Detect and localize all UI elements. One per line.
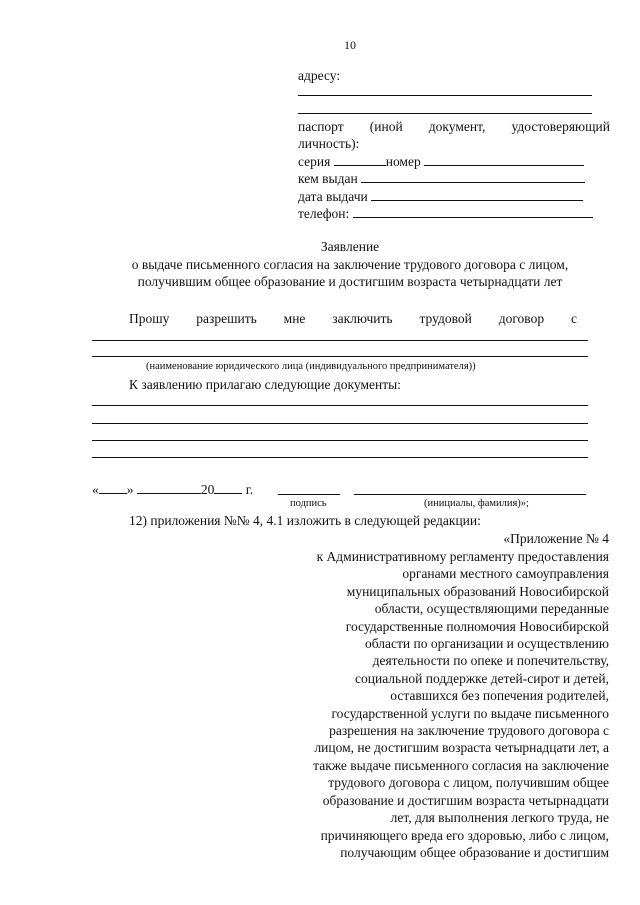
entity-line-2[interactable] — [92, 356, 588, 357]
appendix-line: разрешения на заключение трудового договора с — [329, 723, 609, 739]
open-quote: « — [92, 482, 99, 497]
request-word: заключить — [332, 311, 393, 326]
passport-word: документ, — [428, 119, 486, 134]
entity-line-1[interactable] — [92, 340, 588, 341]
appendix-line: деятельности по опеке и попечительству, — [372, 653, 609, 669]
signature-field[interactable] — [278, 494, 340, 495]
appendix-line: органами местного самоуправления — [402, 566, 609, 582]
appendix-line: государственные полномочия Новосибирской — [345, 618, 609, 634]
number-field[interactable] — [424, 153, 584, 166]
documents-line-4[interactable] — [92, 457, 588, 458]
appendix-title: «Приложение № 4 — [503, 531, 609, 546]
address-label: адресу: — [298, 68, 341, 83]
appendix-line: государственной услуги по выдаче письменного — [331, 705, 609, 721]
appendix-line: лет, для выполнения легкого труда, не — [390, 810, 609, 826]
request-row — [129, 310, 577, 328]
series-row — [298, 153, 584, 171]
appendix-line: социальной поддержке детей-сирот и детей, — [355, 670, 609, 686]
address-line-2 — [298, 113, 592, 114]
series-field[interactable] — [334, 153, 386, 166]
request-word: договор — [498, 311, 545, 326]
issue-date-row — [298, 188, 583, 206]
passport-label-line2: личность): — [298, 136, 360, 151]
series-label: серия — [298, 154, 331, 169]
passport-word: удостоверяющий — [511, 119, 610, 134]
passport-word: паспорт — [298, 119, 344, 134]
appendix-line: также выдаче письменного согласия на заключение — [313, 757, 609, 773]
phone-row — [298, 205, 593, 223]
issued-by-field[interactable] — [361, 170, 585, 183]
documents-line-2[interactable] — [92, 423, 588, 424]
year-prefix: 20 — [200, 482, 215, 497]
name-field[interactable] — [354, 494, 586, 495]
issued-by-label: кем выдан — [298, 171, 358, 186]
phone-field[interactable] — [353, 205, 593, 218]
address-line-1 — [298, 95, 592, 96]
documents-line-3[interactable] — [92, 440, 588, 441]
statement-subtitle-line2: получившим общее образование и достигшим возраста четырнадцати лет — [137, 274, 563, 289]
statement-subtitle-line1: о выдаче письменного согласия на заключение трудового договора с лицом, — [131, 257, 569, 272]
date-row — [92, 481, 253, 499]
passport-word: (иной — [369, 119, 403, 134]
phone-label: телефон: — [298, 206, 350, 221]
item-12: 12) приложения №№ 4, 4.1 изложить в следующей редакции: — [129, 513, 481, 528]
appendix-line: к Административному регламенту предоставления — [316, 549, 609, 564]
year-suffix: г. — [245, 482, 254, 497]
request-word: мне — [283, 311, 306, 326]
name-caption: (инициалы, фамилия)»; — [424, 498, 529, 509]
appendix-line: лицом, не достигшим возраста четырнадцати лет, а — [314, 740, 609, 756]
request-word: разрешить — [196, 311, 257, 326]
request-word: с — [570, 311, 577, 326]
day-field[interactable] — [99, 481, 127, 494]
year-field[interactable] — [214, 481, 242, 494]
appendix-line: получающим общее образование и достигшим — [340, 844, 609, 860]
passport-label-line1 — [298, 118, 610, 136]
appendix-line: оставшихся без попечения родителей, — [390, 688, 609, 704]
attach-text: К заявлению прилагаю следующие документы: — [129, 377, 401, 392]
request-word: трудовой — [419, 311, 472, 326]
issue-date-field[interactable] — [371, 188, 583, 201]
issued-by-row — [298, 170, 585, 188]
issue-date-label: дата выдачи — [298, 189, 368, 204]
statement-title: Заявление — [320, 239, 380, 254]
number-label: номер — [385, 154, 421, 169]
appendix-line: причиняющего вреда его здоровью, либо с лицом, — [320, 827, 609, 843]
close-quote: » — [126, 482, 134, 497]
appendix-text — [249, 548, 609, 861]
page-number: 10 — [344, 38, 356, 52]
entity-caption: (наименование юридического лица (индивидуального предпринимателя)) — [146, 361, 476, 372]
appendix-line: области, осуществляющими переданные — [374, 601, 609, 617]
appendix-line: трудового договора с лицом, получившим общее — [328, 775, 609, 791]
documents-line-1[interactable] — [92, 405, 588, 406]
month-field[interactable] — [137, 481, 201, 494]
appendix-line: муниципальных образований Новосибирской — [346, 583, 609, 599]
request-word: Прошу — [129, 311, 170, 326]
appendix-line: области по организации и осуществлению — [364, 636, 609, 652]
signature-caption: подпись — [290, 498, 327, 509]
appendix-line: образование и достигшим возраста четырнадцати — [322, 792, 609, 808]
